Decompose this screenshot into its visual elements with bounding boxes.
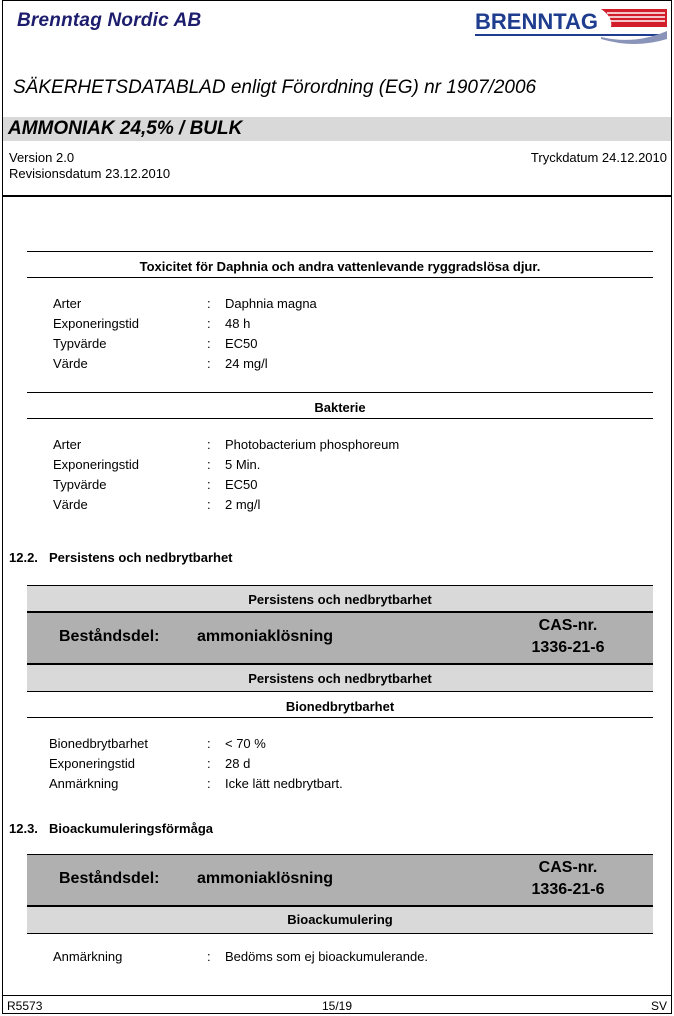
colon: : bbox=[207, 336, 211, 351]
row-label: Bionedbrytbarhet bbox=[49, 736, 149, 751]
component-label: Beståndsdel: bbox=[59, 870, 160, 887]
logo-grey-swoosh bbox=[601, 31, 667, 44]
cas-label: CAS-nr. bbox=[538, 617, 598, 634]
row-label: Typvärde bbox=[53, 336, 107, 351]
print-date: Tryckdatum 24.12.2010 bbox=[530, 150, 667, 165]
colon: : bbox=[207, 477, 211, 492]
bacteria-bottom-rule bbox=[27, 418, 653, 419]
row-value: 24 mg/l bbox=[225, 356, 268, 371]
logo-red-swoosh bbox=[601, 9, 667, 27]
row-label: Anmärkning bbox=[49, 776, 119, 791]
colon: : bbox=[207, 736, 211, 751]
footer-divider bbox=[3, 995, 671, 996]
daphnia-top-rule bbox=[27, 251, 653, 252]
colon: : bbox=[207, 949, 211, 964]
row-value: 48 h bbox=[225, 316, 251, 331]
persistence-bar-title: Persistens och nedbrytbarhet bbox=[248, 592, 432, 607]
row-label: Exponeringstid bbox=[53, 457, 139, 472]
daphnia-bottom-rule bbox=[27, 277, 653, 278]
row-label: Värde bbox=[53, 356, 88, 371]
page-number: 15/19 bbox=[321, 999, 353, 1013]
colon: : bbox=[207, 776, 211, 791]
row-value: Photobacterium phosphoreum bbox=[225, 437, 400, 452]
section-number: 12.2. bbox=[9, 550, 38, 565]
row-value: Bedöms som ej bioackumulerande. bbox=[225, 949, 429, 964]
document-page bbox=[2, 0, 672, 1014]
daphnia-title: Toxicitet för Daphnia och andra vattenlevande ryggradslösa djur. bbox=[139, 259, 541, 274]
section-12-3-heading bbox=[9, 821, 213, 836]
row-value: < 70 % bbox=[225, 736, 266, 751]
persistence-bar-2 bbox=[27, 664, 653, 692]
row-label: Anmärkning bbox=[53, 949, 123, 964]
bioaccumulation-bar bbox=[27, 906, 653, 934]
bioaccumulation-title: Bioackumulering bbox=[287, 912, 393, 927]
brenntag-logo-graphic bbox=[473, 5, 669, 45]
header-divider bbox=[3, 195, 671, 197]
persistence-bar bbox=[27, 585, 653, 612]
section-12-2-heading bbox=[9, 550, 233, 565]
biodegradability-rule bbox=[27, 717, 653, 718]
colon: : bbox=[207, 296, 211, 311]
colon: : bbox=[207, 497, 211, 512]
component-label: Beståndsdel: bbox=[59, 628, 160, 645]
component-box bbox=[27, 612, 653, 664]
colon: : bbox=[207, 756, 211, 771]
row-value: 5 Min. bbox=[225, 457, 261, 472]
colon: : bbox=[207, 457, 211, 472]
row-label: Typvärde bbox=[53, 477, 107, 492]
logo-text: BRENNTAG bbox=[475, 9, 599, 34]
company-name: Brenntag Nordic AB bbox=[17, 10, 202, 31]
footer-language: SV bbox=[650, 999, 667, 1013]
section-title: Persistens och nedbrytbarhet bbox=[49, 550, 233, 565]
colon: : bbox=[207, 356, 211, 371]
brenntag-logo bbox=[473, 5, 669, 45]
section-title: Bioackumuleringsförmåga bbox=[49, 821, 213, 836]
colon: : bbox=[207, 437, 211, 452]
product-bar bbox=[3, 117, 671, 141]
cas-label: CAS-nr. bbox=[538, 859, 598, 876]
row-value: Icke lätt nedbrytbart. bbox=[225, 776, 343, 791]
row-value: EC50 bbox=[225, 477, 258, 492]
biodegradability-title: Bionedbrytbarhet bbox=[285, 699, 395, 714]
colon: : bbox=[207, 316, 211, 331]
row-value: Daphnia magna bbox=[225, 296, 317, 311]
row-value: 2 mg/l bbox=[225, 497, 261, 512]
component-box bbox=[27, 854, 653, 906]
row-label: Exponeringstid bbox=[53, 316, 139, 331]
row-value: 28 d bbox=[225, 756, 251, 771]
cas-value: 1336-21-6 bbox=[531, 639, 605, 656]
sds-title: SÄKERHETSDATABLAD enligt Förordning (EG) nr 1907/2006 bbox=[13, 77, 537, 98]
row-label: Värde bbox=[53, 497, 88, 512]
row-label: Exponeringstid bbox=[49, 756, 135, 771]
row-label: Arter bbox=[53, 437, 82, 452]
revision-date: Revisionsdatum 23.12.2010 bbox=[9, 166, 171, 181]
section-number: 12.3. bbox=[9, 821, 38, 836]
row-value: EC50 bbox=[225, 336, 258, 351]
row-label: Arter bbox=[53, 296, 82, 311]
product-name: AMMONIAK 24,5% / BULK bbox=[8, 118, 243, 139]
component-name: ammoniaklösning bbox=[197, 870, 334, 887]
cas-value: 1336-21-6 bbox=[531, 881, 605, 898]
bacteria-top-rule bbox=[27, 392, 653, 393]
persistence-bar-title-2: Persistens och nedbrytbarhet bbox=[248, 671, 432, 686]
footer-code: R5573 bbox=[7, 999, 43, 1013]
component-name: ammoniaklösning bbox=[197, 628, 334, 645]
bacteria-title: Bakterie bbox=[314, 400, 366, 415]
version: Version 2.0 bbox=[9, 150, 75, 165]
